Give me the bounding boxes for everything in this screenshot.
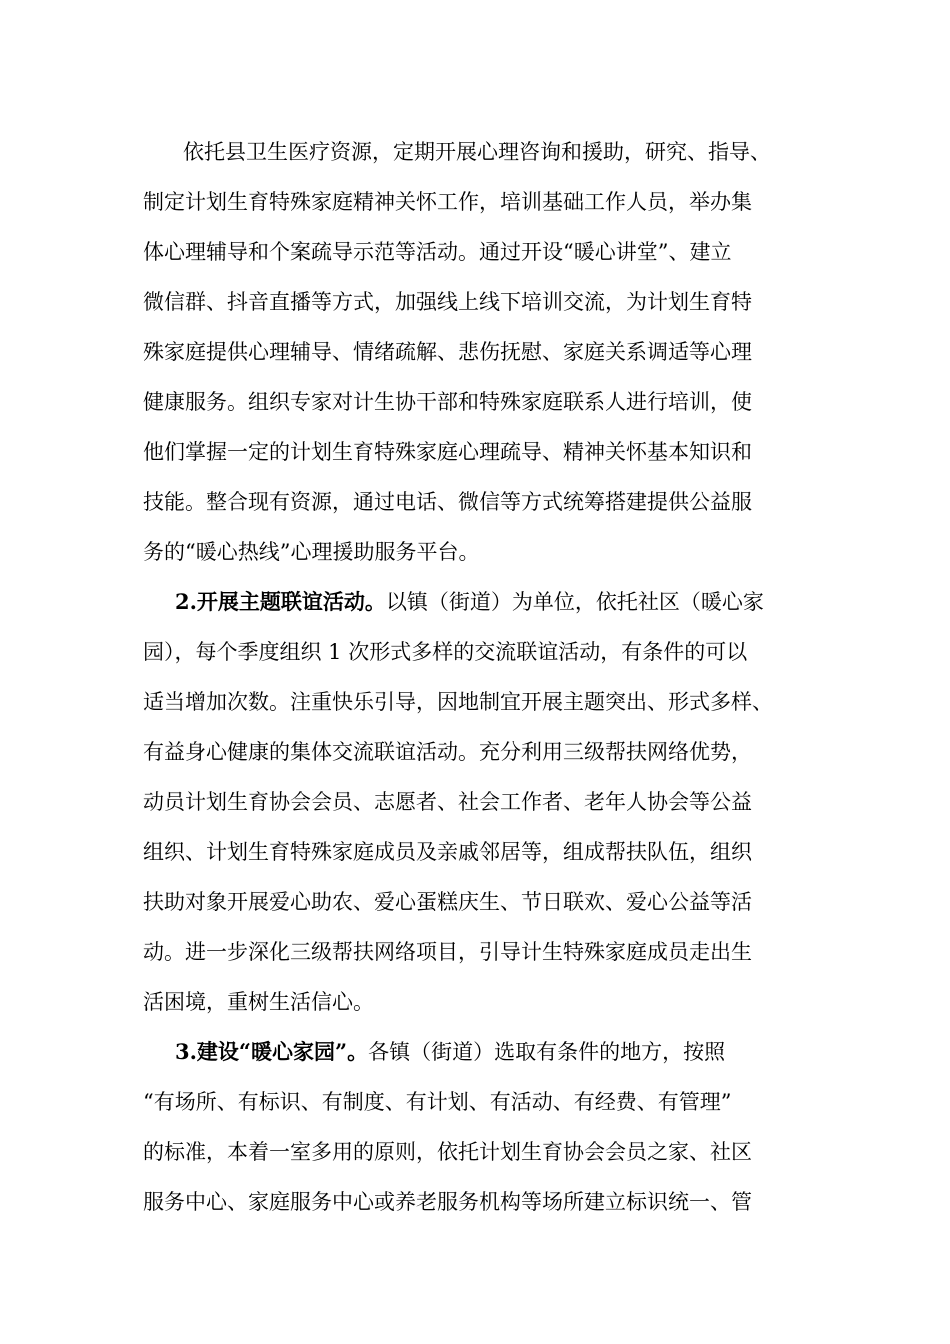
paragraph-1-line-8: 技能。整合现有资源，通过电话、微信等方式统筹搭建提供公益服: [143, 490, 752, 514]
paragraph-3-line-4: 服务中心、家庭服务中心或养老服务机构等场所建立标识统一、管: [143, 1190, 752, 1214]
paragraph-3-line-1-text: 各镇（街道）选取有条件的地方，按照: [368, 1040, 726, 1064]
paragraph-1-line-4: 微信群、抖音直播等方式，加强线上线下培训交流，为计划生育特: [143, 290, 752, 314]
paragraph-2-line-2: 园），每个季度组织 1 次形式多样的交流联谊活动，有条件的可以: [143, 640, 748, 664]
paragraph-3-line-1: [175, 1032, 875, 1072]
paragraph-1-line-7: 他们掌握一定的计划生育特殊家庭心理疏导、精神关怀基本知识和: [143, 440, 752, 464]
paragraph-2-line-5: 动员计划生育协会会员、志愿者、社会工作者、老年人协会等公益: [143, 790, 752, 814]
paragraph-2-line-7: 扶助对象开展爱心助农、爱心蛋糕庆生、节日联欢、爱心公益等活: [143, 890, 752, 914]
paragraph-3-heading: 3.建设“暖心家园”。: [175, 1039, 369, 1064]
paragraph-2-line-3: 适当增加次数。注重快乐引导，因地制宜开展主题突出、形式多样、: [143, 690, 773, 714]
paragraph-2-line-9: 活困境，重树生活信心。: [143, 990, 374, 1014]
paragraph-2-heading: 2.开展主题联谊活动。: [175, 589, 386, 614]
paragraph-2-line-8: 动。进一步深化三级帮扶网络项目，引导计生特殊家庭成员走出生: [143, 940, 752, 964]
paragraph-3-line-3: 的标准，本着一室多用的原则，依托计划生育协会会员之家、社区: [143, 1140, 752, 1164]
paragraph-2-line-4: 有益身心健康的集体交流联谊活动。充分利用三级帮扶网络优势，: [143, 740, 752, 764]
paragraph-1-line-9: 务的“暖心热线”心理援助服务平台。: [143, 540, 480, 564]
paragraph-1-line-1: 依托县卫生医疗资源，定期开展心理咨询和援助，研究、指导、: [183, 140, 771, 164]
paragraph-1-line-5: 殊家庭提供心理辅导、情绪疏解、悲伤抚慰、家庭关系调适等心理: [143, 340, 752, 364]
paragraph-3-line-2: “有场所、有标识、有制度、有计划、有活动、有经费、有管理”: [143, 1090, 732, 1114]
paragraph-2-line-1: [175, 582, 875, 622]
paragraph-2-line-6: 组织、计划生育特殊家庭成员及亲戚邻居等，组成帮扶队伍，组织: [143, 840, 752, 864]
paragraph-1-line-2: 制定计划生育特殊家庭精神关怀工作，培训基础工作人员，举办集: [143, 190, 752, 214]
paragraph-1-line-3: 体心理辅导和个案疏导示范等活动。通过开设“暖心讲堂”、建立: [143, 240, 732, 264]
paragraph-2-line-1-text: 以镇（街道）为单位，依托社区（暖心家: [385, 590, 764, 614]
paragraph-1-line-6: 健康服务。组织专家对计生协干部和特殊家庭联系人进行培训，使: [143, 390, 752, 414]
